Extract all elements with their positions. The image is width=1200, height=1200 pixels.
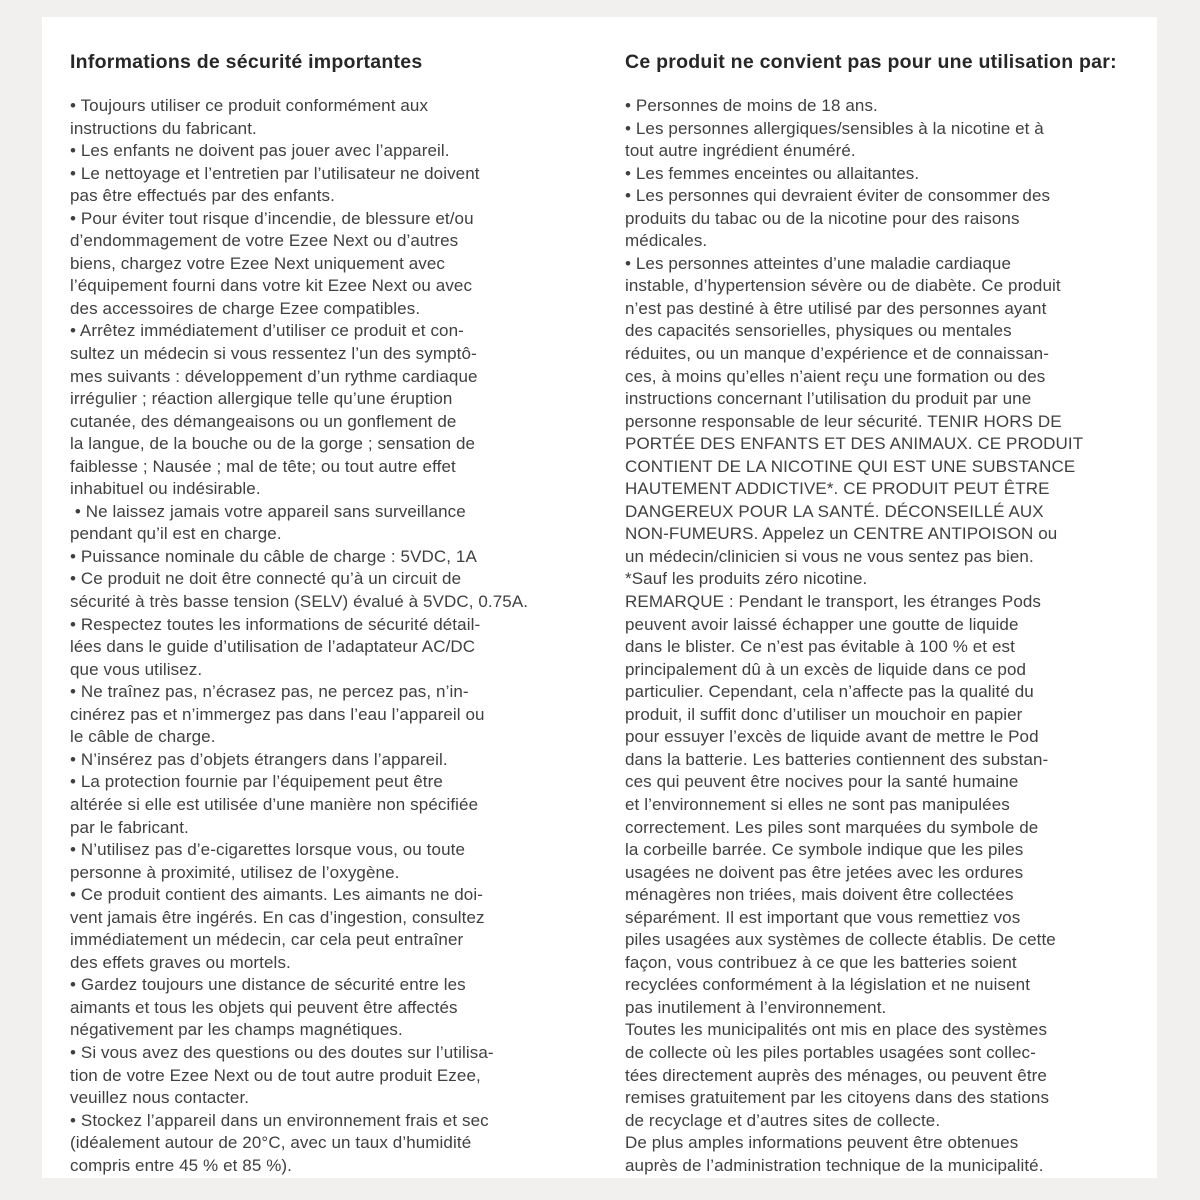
text-line: cutanée, des démangeaisons ou un gonflement de (70, 411, 457, 431)
text-line: • Stockez l’appareil dans un environnement frais et sec (70, 1110, 489, 1130)
text-line: biens, chargez votre Ezee Next uniquement avec (70, 253, 446, 273)
text-line: • Puissance nominale du câble de charge : 5VDC, 1A (70, 546, 477, 566)
text-line: • Gardez toujours une distance de sécurité entre les (70, 975, 466, 995)
text-line: pas être effectués par des enfants. (70, 186, 335, 206)
text-line: (idéalement autour de 20°C, avec un taux d’humidité (70, 1133, 472, 1153)
text-line: faiblesse ; Nausée ; mal de tête; ou tout autre effet (70, 456, 456, 476)
text-line: sultez un médecin si vous ressentez l’un des symptô- (70, 344, 477, 364)
text-line: des effets graves ou mortels. (70, 952, 291, 972)
text-line: produit, il suffit donc d’utiliser un mouchoir en papier (625, 704, 1023, 724)
text-line: dans la batterie. Les batteries contiennent des substan- (625, 749, 1049, 769)
text-line: recyclées conformément à la législation et ne nuisent (625, 975, 1031, 995)
text-line: médicales. (625, 231, 708, 251)
text-line: tées directement auprès des ménages, ou peuvent être (625, 1065, 1047, 1085)
text-line: instructions du fabricant. (70, 118, 257, 138)
text-line: CONTIENT DE LA NICOTINE QUI EST UNE SUBSTANCE (625, 456, 1076, 476)
text-line: • Pour éviter tout risque d’incendie, de blessure et/ou (70, 208, 474, 228)
safety-info-text (70, 95, 610, 1177)
text-line: façon, vous contribuez à ce que les batteries soient (625, 952, 1017, 972)
text-line: altérée si elle est utilisée d’une manière non spécifiée (70, 794, 479, 814)
usage-restrictions-heading: Ce produit ne convient pas pour une utilisation par: (625, 51, 1117, 73)
text-line: HAUTEMENT ADDICTIVE*. CE PRODUIT PEUT ÊTRE (625, 479, 1050, 499)
text-line: la langue, de la bouche ou de la gorge ; sensation de (70, 434, 476, 454)
text-line: remises gratuitement par les citoyens dans des stations (625, 1088, 1050, 1108)
text-line: l’équipement fourni dans votre kit Ezee Next ou avec (70, 276, 473, 296)
text-line: • Ne traînez pas, n’écrasez pas, ne percez pas, n’in- (70, 682, 469, 702)
text-line: • Les personnes allergiques/sensibles à la nicotine et à (625, 118, 1044, 138)
text-line: veuillez nous contacter. (70, 1088, 250, 1108)
text-line: • Les femmes enceintes ou allaitantes. (625, 163, 920, 183)
text-line: *Sauf les produits zéro nicotine. (625, 569, 868, 589)
text-line: • La protection fournie par l’équipement peut être (70, 772, 443, 792)
text-line: ces, à moins qu’elles n’aient reçu une formation ou des (625, 366, 1046, 386)
text-line: vent jamais être ingérés. En cas d’ingestion, consultez (70, 907, 485, 927)
text-line: • Ce produit contient des aimants. Les aimants ne doi- (70, 885, 483, 905)
leaflet-card (42, 17, 1157, 1178)
text-line: immédiatement un médecin, car cela peut entraîner (70, 930, 464, 950)
text-line: personne à proximité, utilisez de l’oxygène. (70, 862, 400, 882)
text-line: piles usagées aux systèmes de collecte établis. De cette (625, 930, 1056, 950)
text-line: PORTÉE DES ENFANTS ET DES ANIMAUX. CE PRODUIT (625, 434, 1084, 454)
text-line: tout autre ingrédient énuméré. (625, 141, 856, 161)
text-line: • Personnes de moins de 18 ans. (625, 96, 878, 115)
text-line: n’est pas destiné à être utilisé par des personnes ayant (625, 298, 1047, 318)
text-line: compris entre 45 % et 85 %). (70, 1155, 293, 1175)
text-line: Toutes les municipalités ont mis en place des systèmes (625, 1020, 1048, 1040)
text-line: pendant qu’il est en charge. (70, 524, 282, 544)
text-line: ces qui peuvent être nocives pour la santé humaine (625, 772, 1019, 792)
text-line: • Les personnes qui devraient éviter de consommer des (625, 186, 1051, 206)
safety-info-heading: Informations de sécurité importantes (70, 51, 423, 73)
text-line: NON-FUMEURS. Appelez un CENTRE ANTIPOISON ou (625, 524, 1058, 544)
text-line: cinérez pas et n’immergez pas dans l’eau l’appareil ou (70, 704, 485, 724)
text-line: • N’insérez pas d’objets étrangers dans l’appareil. (70, 749, 448, 769)
text-line: irrégulier ; réaction allergique telle qu’une éruption (70, 389, 453, 409)
text-line: personne responsable de leur sécurité. TENIR HORS DE (625, 411, 1062, 431)
usage-restrictions-text (625, 95, 1145, 1177)
safety-info-column (70, 50, 610, 1177)
text-line: De plus amples informations peuvent être obtenues (625, 1133, 1019, 1153)
text-line: usagées ne doivent pas être jetées avec les ordures (625, 862, 1024, 882)
text-line: pour essuyer l’excès de liquide avant de mettre le Pod (625, 727, 1039, 747)
text-line: et l’environnement si elles ne sont pas manipulées (625, 794, 1010, 814)
text-line: séparément. Il est important que vous remettiez vos (625, 907, 1021, 927)
text-line: • Les enfants ne doivent pas jouer avec l’appareil. (70, 141, 450, 161)
text-line: de collecte où les piles portables usagées sont collec- (625, 1042, 1036, 1062)
text-line: aimants et tous les objets qui peuvent être affectés (70, 997, 458, 1017)
text-line: • Si vous avez des questions ou des doutes sur l’utilisa- (70, 1042, 494, 1062)
text-line: réduites, ou un manque d’expérience et de connaissan- (625, 344, 1049, 364)
text-line: tion de votre Ezee Next ou de tout autre produit Ezee, (70, 1065, 481, 1085)
text-line: un médecin/clinicien si vous ne vous sentez pas bien. (625, 546, 1034, 566)
usage-restrictions-column (625, 50, 1145, 1177)
text-line: produits du tabac ou de la nicotine pour des raisons (625, 208, 1020, 228)
text-line: lées dans le guide d’utilisation de l’adaptateur AC/DC (70, 637, 476, 657)
text-line: pas inutilement à l’environnement. (625, 997, 887, 1017)
text-line: de recyclage et d’autres sites de collecte. (625, 1110, 941, 1130)
text-line: le câble de charge. (70, 727, 216, 747)
text-line: négativement par les champs magnétiques. (70, 1020, 403, 1040)
text-line: • Arrêtez immédiatement d’utiliser ce produit et con- (70, 321, 464, 341)
text-line: sécurité à très basse tension (SELV) évalué à 5VDC, 0.75A. (70, 592, 529, 612)
text-line: des capacités sensorielles, physiques ou mentales (625, 321, 1012, 341)
text-line: • Le nettoyage et l’entretien par l’utilisateur ne doivent (70, 163, 480, 183)
text-line: • Respectez toutes les informations de sécurité détail- (70, 614, 481, 634)
text-line: REMARQUE : Pendant le transport, les étranges Pods (625, 592, 1042, 612)
text-line: peuvent avoir laissé échapper une goutte de liquide (625, 614, 1019, 634)
text-line: mes suivants : développement d’un rythme cardiaque (70, 366, 478, 386)
text-line: ménagères non triées, mais doivent être collectées (625, 885, 1014, 905)
text-line: la corbeille barrée. Ce symbole indique que les piles (625, 840, 1024, 860)
text-line: instructions concernant l’utilisation du produit par une (625, 389, 1032, 409)
text-line: par le fabricant. (70, 817, 189, 837)
text-line: DANGEREUX POUR LA SANTÉ. DÉCONSEILLÉ AUX (625, 501, 1044, 521)
text-line: dans le blister. Ce n’est pas évitable à 100 % et est (625, 637, 1015, 657)
text-line: instable, d’hypertension sévère ou de diabète. Ce produit (625, 276, 1061, 296)
text-line: principalement dû à un excès de liquide dans ce pod (625, 659, 1027, 679)
text-line: • Ce produit ne doit être connecté qu’à un circuit de (70, 569, 462, 589)
text-line: des accessoires de charge Ezee compatibles. (70, 298, 421, 318)
text-line: inhabituel ou indésirable. (70, 479, 261, 499)
text-line: • N’utilisez pas d’e-cigarettes lorsque vous, ou toute (70, 840, 465, 860)
text-line: correctement. Les piles sont marquées du symbole de (625, 817, 1039, 837)
text-line: • Les personnes atteintes d’une maladie cardiaque (625, 253, 1012, 273)
text-line: particulier. Cependant, cela n’affecte pas la qualité du (625, 682, 1034, 702)
text-line: • Ne laissez jamais votre appareil sans surveillance (70, 501, 466, 521)
text-line: auprès de l’administration technique de la municipalité. (625, 1155, 1044, 1175)
text-line: que vous utilisez. (70, 659, 203, 679)
text-line: • Toujours utiliser ce produit conformément aux (70, 96, 429, 115)
text-line: d’endommagement de votre Ezee Next ou d’autres (70, 231, 459, 251)
